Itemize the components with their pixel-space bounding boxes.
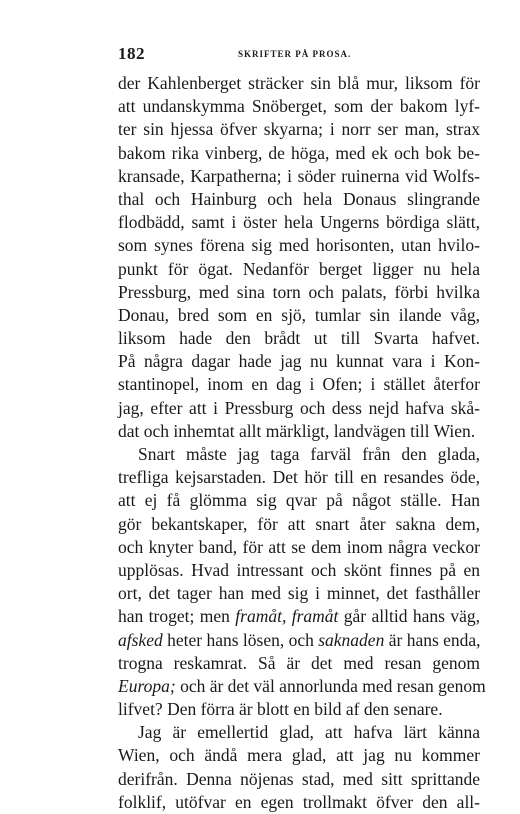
text-line [118, 211, 480, 234]
text-line [118, 327, 480, 350]
text-line [118, 652, 480, 675]
text-line [118, 629, 480, 652]
text-segment: dat och inhemtat allt märkligt, landvägen till Wien. [118, 420, 476, 441]
text-segment: ort, det tager han med sig i minnet, det fasthåller [118, 583, 480, 604]
page-number: 182 [118, 44, 145, 63]
text-segment: liksom hade den brådt ut till Svarta hafvet. [118, 328, 480, 349]
italic-text: afsked [118, 629, 163, 650]
running-head: SKRIFTER PÅ PROSA. [238, 49, 352, 59]
text-segment: stantinopel, inom en dag i Ofen; i stället återfor [118, 374, 480, 395]
text-line [118, 188, 480, 211]
text-segment: Pressburg, med sina torn och palats, förbi hvilka [118, 281, 480, 302]
text-segment: trefliga kejsarstaden. Det hör till en resandes öde, [118, 467, 480, 488]
text-line [118, 768, 480, 791]
italic-text: Europa; [118, 675, 176, 696]
text-segment: lifvet? Den förra är blott en bild af den senare. [118, 699, 443, 720]
text-segment: Wien, och ändå mera glad, att jag nu kommer [118, 745, 480, 766]
text-line [118, 489, 480, 512]
text-line [118, 397, 480, 420]
text-line [118, 791, 480, 814]
text-segment: kransade, Karpatherna; i söder ruinerna vid Wolfs- [118, 165, 480, 186]
text-segment: bakom rika vinberg, de höga, med ek och bok be- [118, 142, 480, 163]
text-segment: flodbädd, samt i öster hela Ungerns bördiga slätt, [118, 212, 480, 233]
text-line [118, 234, 480, 257]
text-segment: som synes förena sig med horisonten, utan hvilo- [118, 235, 480, 256]
text-segment: går alltid hans väg, [338, 606, 480, 627]
text-segment: att ej få glömma sig qvar på något ställe. Han [118, 490, 480, 511]
text-segment: punkt för ögat. Nedanför berget ligger nu hela [118, 258, 480, 279]
text-segment: Jag är emellertid glad, att hafva lärt känna [138, 722, 480, 743]
text-segment: och knyter band, för att se dem inom några veckor [118, 536, 480, 557]
text-segment: att undanskymma Snöberget, som der bakom lyf- [118, 96, 480, 117]
text-line [118, 466, 480, 489]
text-line [118, 721, 480, 744]
text-segment: och är det väl annorlunda med resan genom [175, 675, 486, 696]
text-line [118, 304, 480, 327]
italic-text: framåt, framåt [235, 606, 339, 627]
text-segment: thal och Hainburg och hela Donaus slingrande [118, 188, 480, 209]
text-line [118, 258, 480, 281]
text-segment: jag, efter att i Pressburg och dess nejd hafva skå- [118, 397, 480, 418]
text-line [118, 698, 480, 721]
text-segment: folklif, utöfvar en egen trollmakt öfver den all- [118, 791, 480, 812]
body-text [118, 72, 486, 814]
text-line [118, 95, 480, 118]
text-line [118, 420, 480, 443]
text-line [118, 165, 480, 188]
text-segment: der Kahlenberget sträcker sin blå mur, liksom för [118, 73, 480, 93]
text-segment: gör bekantskaper, för att snart åter sakna dem, [118, 513, 480, 534]
text-line [118, 350, 480, 373]
text-line [118, 559, 480, 582]
text-line [118, 142, 480, 165]
text-segment: Donau, bred som en sjö, tumlar sin ilande våg, [118, 304, 480, 325]
text-segment: heter hans lösen, och [162, 629, 319, 650]
text-segment: ter sin hjessa öfver skyarna; i norr ser man, strax [118, 119, 480, 140]
text-line [118, 443, 480, 466]
text-line [118, 118, 480, 141]
text-line [118, 744, 480, 767]
text-line [118, 605, 480, 628]
text-line [118, 582, 480, 605]
text-segment: han troget; men [118, 606, 236, 627]
text-segment: upplösas. Hvad intressant och skönt finnes på en [118, 559, 480, 580]
text-line [118, 513, 480, 536]
text-segment: är hans enda, [384, 629, 481, 650]
page-header [118, 44, 480, 66]
text-line [118, 675, 486, 698]
text-line [118, 536, 480, 559]
text-line [118, 281, 480, 304]
text-segment: På några dagar hade jag nu kunnat vara i Kon- [118, 351, 480, 372]
italic-text: saknaden [318, 629, 385, 650]
text-segment: derifrån. Denna nöjenas stad, med sitt sprittande [118, 768, 480, 789]
text-segment: Snart måste jag taga farväl från den glada, [138, 444, 480, 464]
text-line [118, 373, 480, 396]
text-segment: trogna reskamrat. Så är det med resan genom [118, 652, 480, 673]
text-line [118, 72, 480, 95]
